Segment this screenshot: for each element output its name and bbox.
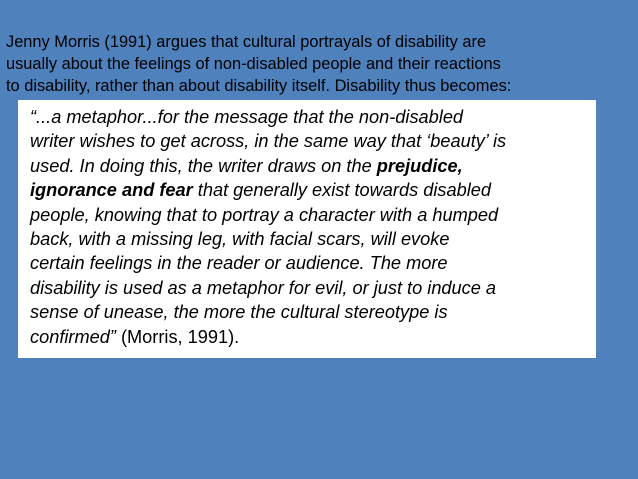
quote-line-7-text: certain feelings in the reader or audience. The more	[30, 253, 448, 274]
intro-line-3: to disability, rather than about disability itself. Disability thus becomes:	[6, 77, 512, 95]
quote-line-4-text: that generally exist towards disabled	[192, 180, 491, 201]
quote-line-6	[30, 227, 596, 251]
quote-box	[18, 100, 596, 358]
quote-line-5	[30, 203, 596, 227]
quote-line-3	[30, 154, 596, 178]
intro-line-1: Jenny Morris (1991) argues that cultural portrayals of disability are	[6, 33, 487, 51]
quote-line-1	[30, 105, 596, 129]
quote-line-3-text: used. In doing this, the writer draws on the	[30, 155, 377, 176]
quote-line-8-text: disability is used as a metaphor for evil, or just to induce a	[30, 277, 497, 298]
quote-line-2	[30, 129, 596, 153]
quote-line-6-text: back, with a missing leg, with facial scars, will evoke	[30, 229, 450, 250]
quote-line-4	[30, 178, 596, 202]
quote-citation: (Morris, 1991).	[115, 326, 240, 347]
quote-line-9-text: sense of unease, the more the cultural stereotype is	[30, 302, 448, 323]
intro-paragraph	[6, 31, 634, 97]
quote-text	[30, 105, 596, 349]
quote-line-2-text: writer wishes to get across, in the same way that ‘beauty’ is	[30, 131, 507, 152]
quote-emphasis-ignorance-fear: ignorance and fear	[30, 180, 193, 201]
quote-emphasis-prejudice: prejudice,	[376, 155, 463, 176]
quote-line-9	[30, 300, 596, 324]
quote-line-1-text: “...a metaphor...for the message that the non-disabled	[30, 107, 464, 127]
quote-line-10-text: confirmed”	[30, 326, 116, 347]
quote-line-5-text: people, knowing that to portray a character with a humped	[30, 204, 499, 225]
quote-line-10	[30, 325, 596, 349]
quote-line-8	[30, 276, 596, 300]
quote-line-7	[30, 251, 596, 275]
intro-line-2: usually about the feelings of non-disabled people and their reactions	[6, 55, 501, 73]
